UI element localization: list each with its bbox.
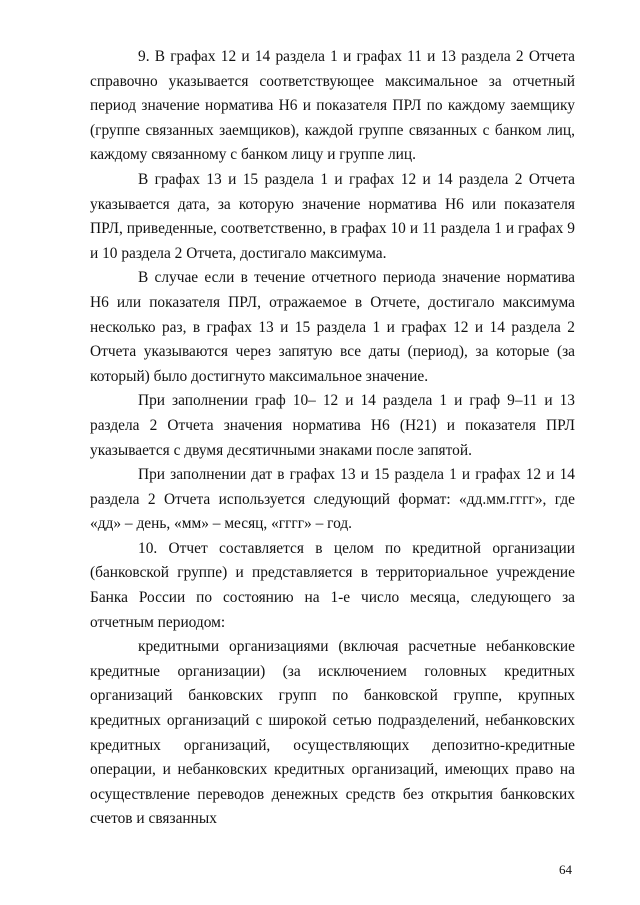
page-number: 64 [559, 862, 572, 877]
paragraph-date-format: При заполнении дат в графах 13 и 15 раздела 1 и графах 12 и 14 раздела 2 Отчета используется следующий формат: «дд.мм.гггг», где «дд» – день, «мм» – месяц, «гггг» – год. [90, 466, 575, 533]
paragraph-decimal-format: При заполнении граф 10– 12 и 14 раздела 1 и граф 9–11 и 13 раздела 2 Отчета значения норматива Н6 (Н21) и показателя ПРЛ указывается с двумя десятичными знаками после запятой. [90, 392, 575, 459]
paragraph-dates-columns: В графах 13 и 15 раздела 1 и графах 12 и 14 раздела 2 Отчета указывается дата, за которую значение норматива Н6 или показателя ПРЛ, приведенные, соответственно, в графах 10 и 11 раздела 1 и графах 9 и 10 раздела 2 Отчета, достигало максимума. [90, 170, 575, 262]
paragraph-9: 9. В графах 12 и 14 раздела 1 и графах 11 и 13 раздела 2 Отчета справочно указывается соответствующее максимальное за отчетный период значение норматива Н6 и показателя ПРЛ по каждому заемщику (группе связанных заемщиков), каждой группе связанных с банком лиц, каждому связанному с банком лицу и группе лиц. [90, 48, 575, 164]
paragraph-multiple-maxima: В случае если в течение отчетного периода значение норматива Н6 или показателя ПРЛ, отражаемое в Отчете, достигало максимума несколько раз, в графах 13 и 15 раздела 1 и графах 12 и 14 раздела 2 Отчета указываются через запятую все даты (период), за которые (за который) было достигнуто максимальное значение. [90, 269, 575, 385]
document-body [90, 45, 575, 832]
paragraph-10: 10. Отчет составляется в целом по кредитной организации (банковской группе) и представляется в территориальное учреждение Банка России по состоянию на 1-е число месяца, следующего за отчетным периодом: [90, 539, 575, 631]
paragraph-credit-organizations: кредитными организациями (включая расчетные небанковские кредитные организации) (за исключением головных кредитных организаций банковских групп по банковской группе, крупных кредитных организаций с широкой сетью подразделений, небанковских кредитных организаций, осуществляющих депозитно-кредитные операции, и небанковских кредитных организаций, имеющих право на осуществление переводов денежных средств без открытия банковских счетов и связанных [90, 638, 575, 828]
